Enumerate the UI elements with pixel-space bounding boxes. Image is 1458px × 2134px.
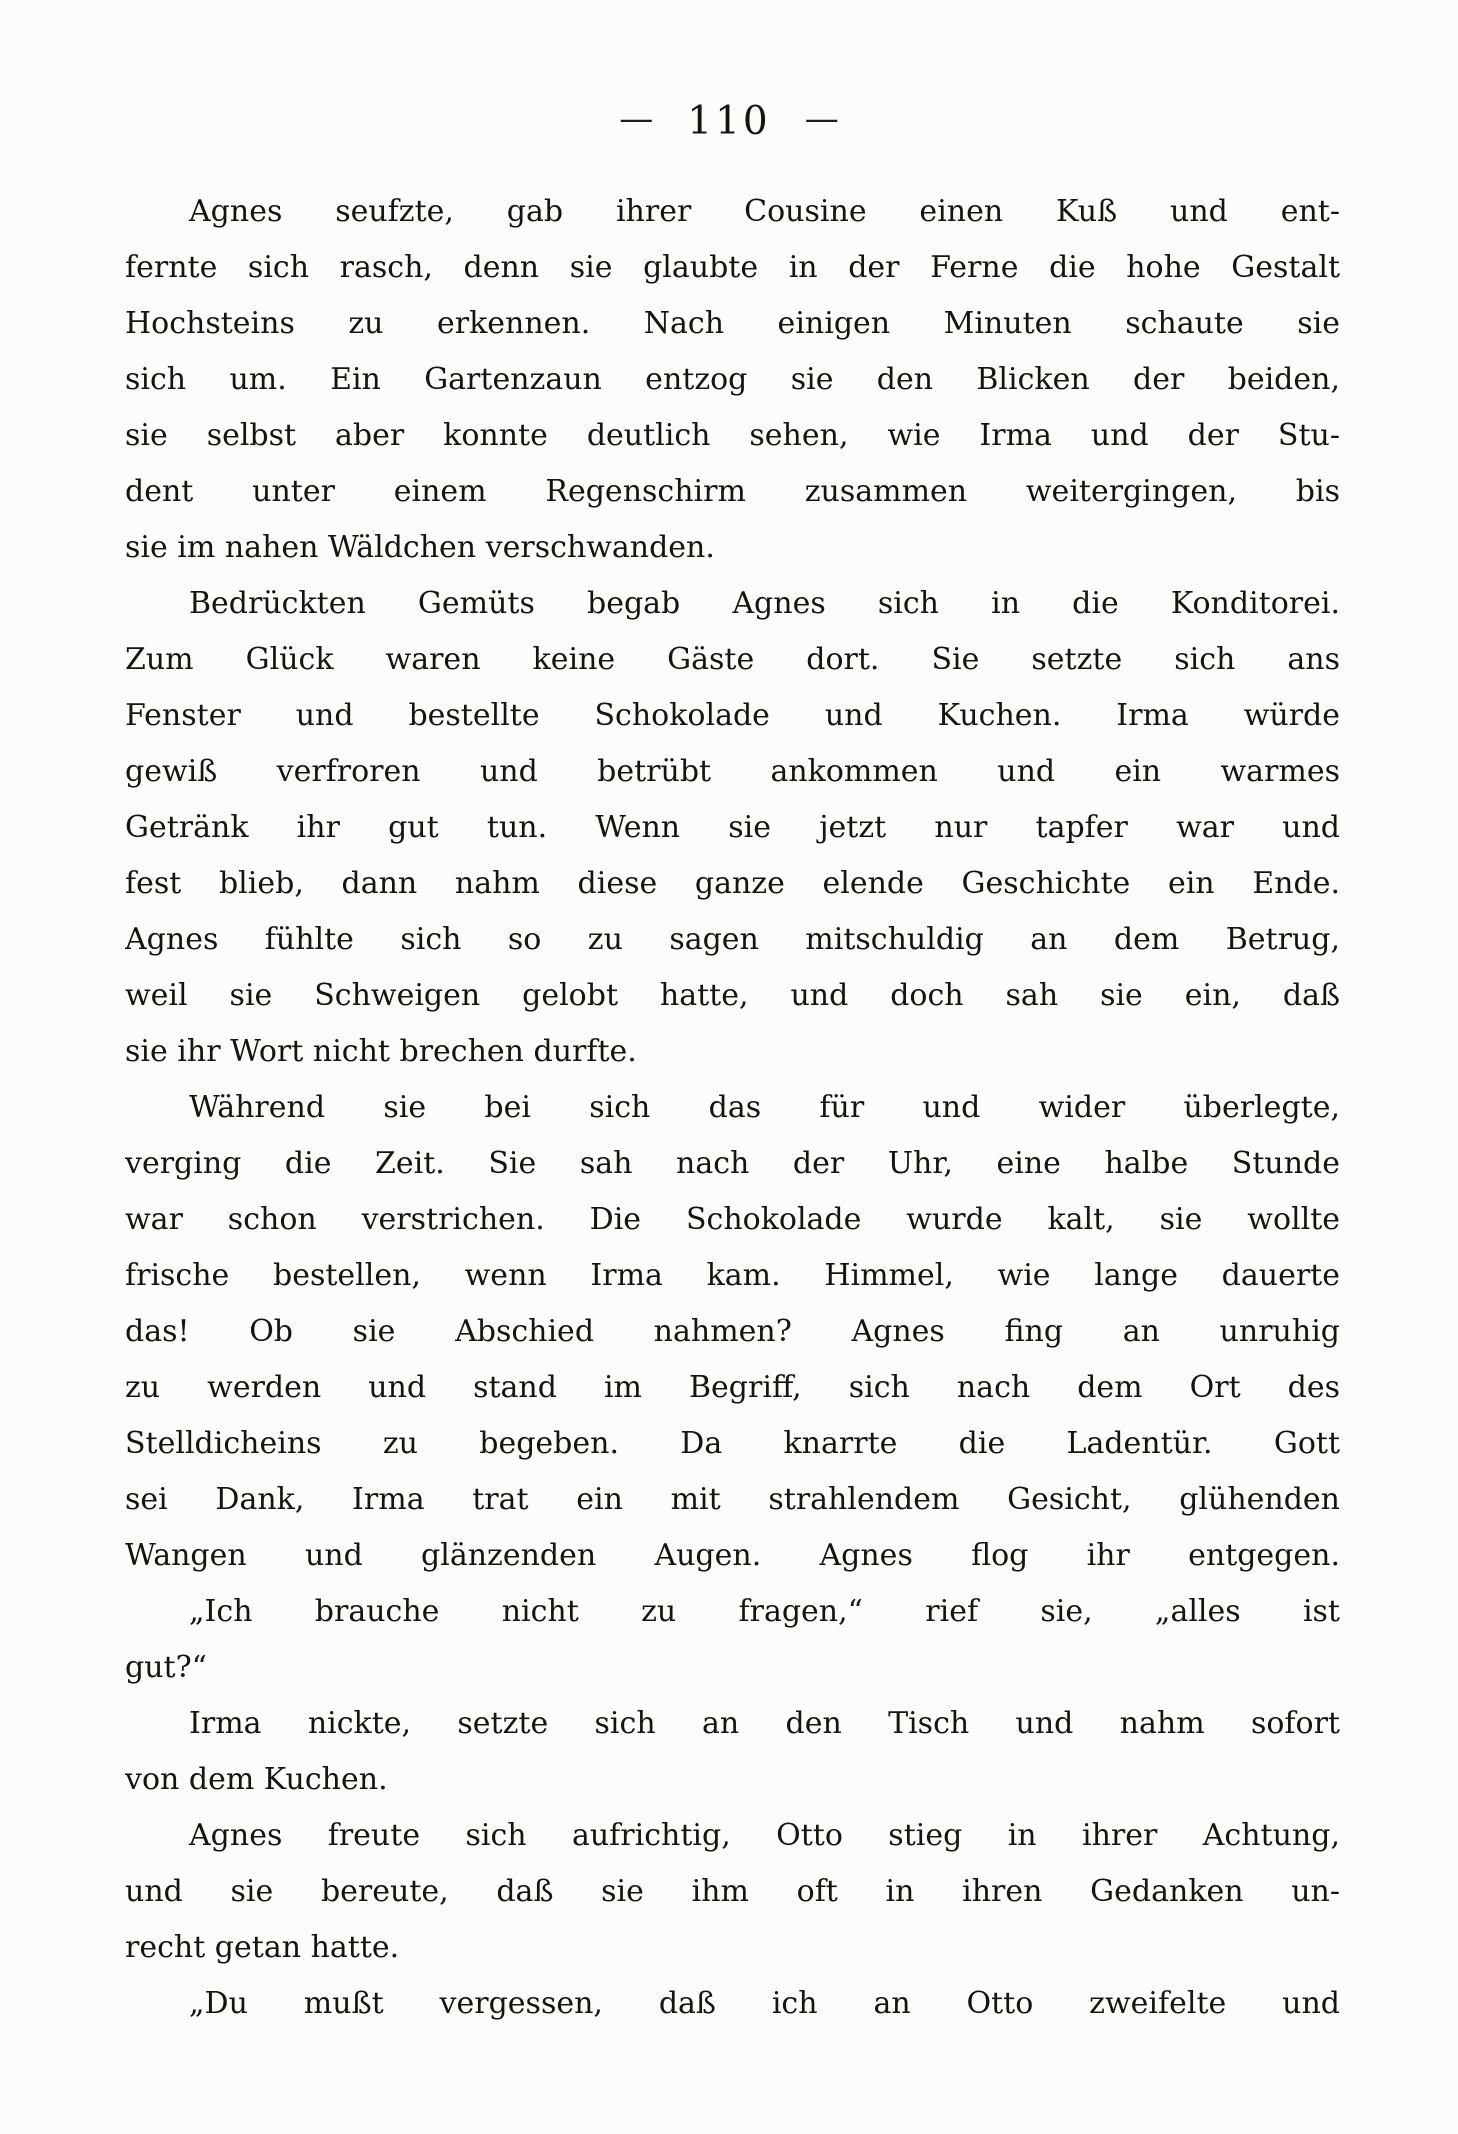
text-line: Fenster und bestellte Schokolade und Kuchen. Irma würde [125,698,1340,733]
text-line: „Ich brauche nicht zu fragen,“ rief sie, „alles ist [189,1594,1340,1629]
text-line: dent unter einem Regenschirm zusammen weitergingen, bis [125,474,1340,509]
text-line: recht getan hatte. [125,1930,400,1965]
text-line: von dem Kuchen. [125,1762,388,1797]
text-line: war schon verstrichen. Die Schokolade wurde kalt, sie wollte [125,1202,1340,1237]
text-line: sich um. Ein Gartenzaun entzog sie den Blicken der beiden, [125,362,1340,397]
text-line: Irma nickte, setzte sich an den Tisch und nahm sofort [189,1706,1340,1741]
text-line: sie selbst aber konnte deutlich sehen, wie Irma und der Stu- [125,418,1340,453]
text-line: fernte sich rasch, denn sie glaubte in der Ferne die hohe Gestalt [125,250,1340,285]
text-line: Stelldicheins zu begeben. Da knarrte die Ladentür. Gott [125,1426,1340,1461]
page-number: 110 [687,99,771,144]
text-line: Wangen und glänzenden Augen. Agnes flog ihr entgegen. [125,1538,1340,1573]
text-line: Getränk ihr gut tun. Wenn sie jetzt nur tapfer war und [125,810,1340,845]
paragraph-5 [125,1696,1340,1808]
text-line: fest blieb, dann nahm diese ganze elende Geschichte ein Ende. [125,866,1340,901]
header-dash-left: — [619,99,654,139]
paragraph-7 [125,1976,1340,2032]
paragraph-2 [125,576,1340,1080]
text-line: zu werden und stand im Begriff, sich nach dem Ort des [125,1370,1340,1405]
text-line: Agnes freute sich aufrichtig, Otto stieg in ihrer Achtung, [189,1818,1340,1853]
text-line: gewiß verfroren und betrübt ankommen und ein warmes [125,754,1340,789]
page-text [125,184,1340,2032]
text-line: verging die Zeit. Sie sah nach der Uhr, eine halbe Stunde [125,1146,1340,1181]
text-line: sei Dank, Irma trat ein mit strahlendem Gesicht, glühenden [125,1482,1340,1517]
paragraph-4 [125,1584,1340,1696]
paragraph-3 [125,1080,1340,1584]
text-line: Hochsteins zu erkennen. Nach einigen Minuten schaute sie [125,306,1340,341]
text-line: gut?“ [125,1650,208,1685]
paragraph-6 [125,1808,1340,1976]
page-header [0,98,1458,147]
text-line: Agnes seufzte, gab ihrer Cousine einen Kuß und ent- [189,194,1340,229]
text-line: das! Ob sie Abschied nahmen? Agnes fing an unruhig [125,1314,1340,1349]
text-line: Während sie bei sich das für und wider überlegte, [189,1090,1340,1125]
text-line: sie im nahen Wäldchen verschwanden. [125,530,715,565]
header-dash-right: — [804,99,839,139]
text-line: Agnes fühlte sich so zu sagen mitschuldig an dem Betrug, [125,922,1340,957]
text-line: „Du mußt vergessen, daß ich an Otto zweifelte und [189,1986,1340,2021]
paragraph-1 [125,184,1340,576]
text-line: sie ihr Wort nicht brechen durfte. [125,1034,637,1069]
text-line: weil sie Schweigen gelobt hatte, und doch sah sie ein, daß [125,978,1340,1013]
text-line: Bedrückten Gemüts begab Agnes sich in die Konditorei. [189,586,1340,621]
text-line: frische bestellen, wenn Irma kam. Himmel, wie lange dauerte [125,1258,1340,1293]
text-line: Zum Glück waren keine Gäste dort. Sie setzte sich ans [125,642,1340,677]
text-line: und sie bereute, daß sie ihm oft in ihren Gedanken un- [125,1874,1340,1909]
